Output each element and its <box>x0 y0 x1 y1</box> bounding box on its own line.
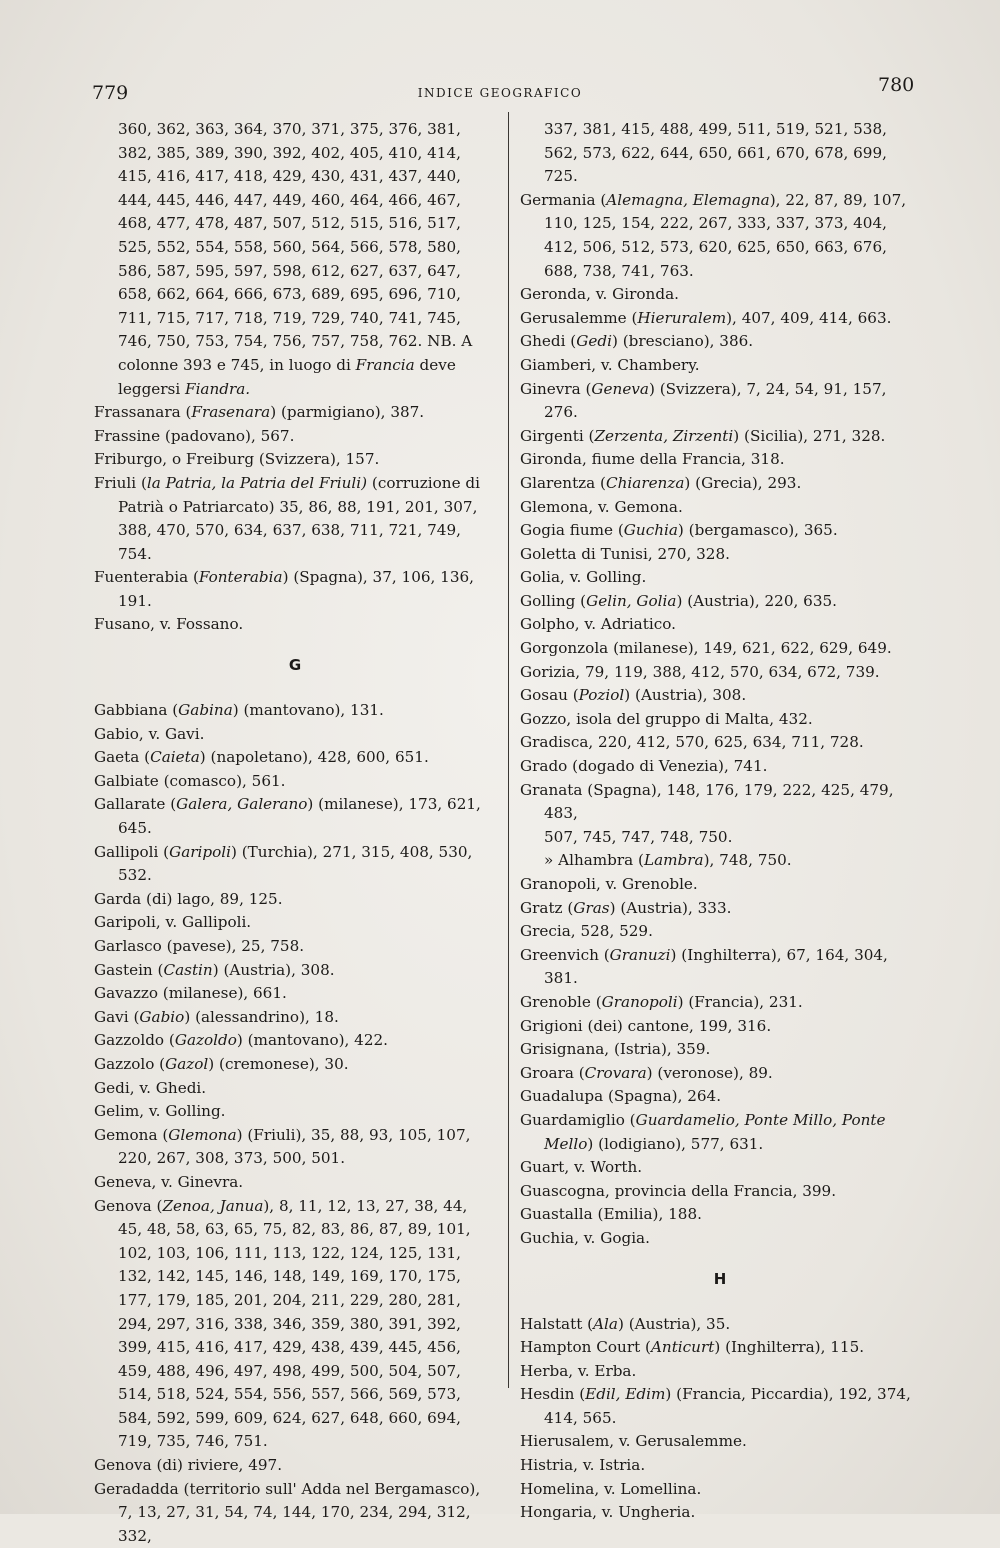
index-entry <box>520 1454 920 1478</box>
index-entry <box>520 1227 920 1251</box>
entry-text: Gedi, v. Ghedi. <box>94 1078 207 1097</box>
entry-text: ) (Inghilterra), 67, 164, 304, 381. <box>544 945 888 988</box>
entry-text: Gastein ( <box>94 960 164 979</box>
entry-text: Homelina, v. Lomellina. <box>520 1479 702 1498</box>
entry-text: Geneva, v. Ginevra. <box>94 1172 244 1191</box>
index-entry <box>94 1053 496 1077</box>
entry-variant-text: Gabio <box>139 1007 185 1026</box>
entry-text: ) (veronose), 89. <box>646 1063 773 1082</box>
index-entry <box>94 1124 496 1171</box>
index-entry-continuation <box>94 118 496 401</box>
entry-text: ) (Austria), 308. <box>624 686 747 705</box>
entry-text: Gozzo, isola del gruppo di Malta, 432. <box>520 709 813 728</box>
entry-text: Garlasco (pavese), 25, 758. <box>94 937 305 955</box>
index-entry <box>520 1383 920 1430</box>
entry-text: ) (bresciano), 386. <box>611 332 754 351</box>
index-entry <box>520 873 920 897</box>
entry-text: Guascogna, provincia della Francia, 399. <box>520 1181 837 1200</box>
entry-text: Hongaria, v. Ungheria. <box>520 1503 696 1522</box>
section-letter <box>94 653 496 677</box>
section-letter <box>520 1267 920 1291</box>
entry-text: ) (Inghilterra), 115. <box>714 1338 865 1357</box>
index-entry <box>94 613 496 637</box>
entry-variant-text: Gras <box>573 898 610 917</box>
entry-text: ) (Austria), 308. <box>212 960 335 979</box>
index-entry <box>520 1501 920 1525</box>
entry-text: Gazzolo ( <box>94 1054 166 1073</box>
entry-text: Genova (di) riviere, 497. <box>94 1456 283 1475</box>
index-entry-continuation <box>520 118 920 189</box>
entry-text: Grecia, 528, 529. <box>520 922 653 941</box>
entry-text: Frassine (padovano), 567. <box>94 426 295 445</box>
entry-variant-text: Gedi <box>576 332 612 351</box>
index-entry <box>520 684 920 708</box>
entry-text: Hampton Court ( <box>520 1338 651 1357</box>
entry-variant-text: Frasenara <box>191 403 271 422</box>
running-title: INDICE GEOGRAFICO <box>417 86 583 100</box>
entry-text: ) (bergamasco), 365. <box>677 521 838 540</box>
entry-text: Garipoli, v. Gallipoli. <box>94 913 252 932</box>
entry-variant-text: Ala <box>593 1314 618 1333</box>
index-entry <box>520 1180 920 1204</box>
entry-text: 507, 745, 747, 748, 750. <box>544 827 733 846</box>
index-entry <box>520 613 920 637</box>
entry-text: ) (Austria), 220, 635. <box>676 591 837 610</box>
index-entry <box>520 189 920 283</box>
entry-text: Glemona, v. Gemona. <box>520 497 683 516</box>
index-entry <box>94 448 496 472</box>
entry-text: Fusano, v. Fossano. <box>94 615 244 634</box>
entry-text: Hierusalem, v. Gerusalemme. <box>520 1432 747 1451</box>
index-entry <box>94 401 496 425</box>
index-entry <box>520 1360 920 1384</box>
entry-text: Geradadda (territorio sull' Adda nel Bergamasco), 7, 13, 27, 31, 54, 74, 144, 170, 234, 294, 312, 332, <box>94 1479 481 1545</box>
entry-text: ) (Austria), 333. <box>609 898 732 917</box>
entry-text: Geronda, v. Gironda. <box>520 285 679 304</box>
column-divider <box>508 112 509 1388</box>
index-entry <box>520 448 920 472</box>
entry-variant-text: Glemona <box>168 1125 237 1144</box>
entry-text: Golpho, v. Adriatico. <box>520 615 676 634</box>
index-entry <box>94 911 496 935</box>
entry-text: Galbiate (comasco), 561. <box>94 771 286 790</box>
entry-variant-text: Edil, Edim <box>585 1385 666 1404</box>
entry-variant-text: Alemagna, Elemagna <box>606 190 770 209</box>
entry-text: ) (mantovano), 422. <box>236 1031 388 1050</box>
index-entry <box>94 472 496 566</box>
entry-text: Gironda, fiume della Francia, 318. <box>520 450 785 469</box>
entry-variant-text: Poziol <box>578 686 625 705</box>
index-entry <box>520 1203 920 1227</box>
entry-text: deve leggersi <box>118 355 456 398</box>
entry-text: Gratz ( <box>520 898 574 917</box>
entry-text: Ginevra ( <box>520 379 592 398</box>
index-entry <box>520 637 920 661</box>
entry-text: Frassanara ( <box>94 403 192 422</box>
index-entry <box>520 991 920 1015</box>
entry-text: Halstatt ( <box>520 1314 594 1333</box>
index-entry <box>520 307 920 331</box>
entry-text: Golia, v. Golling. <box>520 568 647 587</box>
index-entry <box>94 841 496 888</box>
entry-text: ) (mantovano), 131. <box>232 701 384 720</box>
index-entry <box>94 935 496 959</box>
entry-text: ) (Francia), 231. <box>677 992 803 1011</box>
entry-text: Fuenterabia ( <box>94 568 199 587</box>
entry-text: Grado (dogado di Venezia), 741. <box>520 757 768 776</box>
entry-text: Grigioni (dei) cantone, 199, 316. <box>520 1016 772 1035</box>
entry-text: 360, 362, 363, 364, 370, 371, 375, 376, 381, 382, 385, 389, 390, 392, 402, 405, 410, 414, 415, 416, 417, 418, 429, 430, 431, 437, 440, 444, 445, 446, 447, 449, 460, 464, 466, 467, 468, 477, 478, 487, 507, 512, 515, 516, 517, 525, 552, 554, 558, 560, 564, 566, 578, 580, 586, 587, 595, 597, 598, 612, 627, 637, 647, 658, 662, 664, 666, 673, 689, 695, 696, 710, 711, 715, 717, 718, 719, 729, 740, 741, 745, 746, 750, 753, 754, 756, 757, 758, 762. NB. A colonne 393 e 745, in luogo di <box>118 120 473 374</box>
entry-text: Golling ( <box>520 591 587 610</box>
index-entry <box>520 378 920 425</box>
entry-text: Gabio, v. Gavi. <box>94 724 205 743</box>
entry-text: ) (napoletano), 428, 600, 651. <box>199 748 429 767</box>
index-entry <box>520 1156 920 1180</box>
entry-text: Gabbiana ( <box>94 701 179 720</box>
entry-variant-text: Caieta <box>150 748 200 767</box>
entry-text: ) (cremonese), 30. <box>208 1054 349 1073</box>
index-entry <box>94 723 496 747</box>
entry-text: Gogia fiume ( <box>520 521 624 540</box>
entry-text: (corruzione di Patrià o Patriarcato) 35, 86, 88, 191, 201, 307, 388, 470, 570, 634, 637, 638, 711, 721, 749, 754. <box>118 473 480 563</box>
entry-text: Genova ( <box>94 1196 163 1215</box>
entry-variant-text: Chiarenza <box>606 473 685 492</box>
entry-text: Gelim, v. Golling. <box>94 1102 226 1121</box>
index-entry <box>520 330 920 354</box>
entry-text: Gerusalemme ( <box>520 308 638 327</box>
entry-text: Grenoble ( <box>520 992 602 1011</box>
entry-variant-text: Hieruralem <box>637 308 727 327</box>
entry-text: ) (Austria), 35. <box>617 1314 731 1333</box>
entry-text: Gaeta ( <box>94 748 151 767</box>
index-entry <box>520 1062 920 1086</box>
entry-variant-text: Castin <box>163 960 213 979</box>
entry-text: Gallipoli ( <box>94 842 170 861</box>
index-entry <box>520 1038 920 1062</box>
index-entry <box>520 543 920 567</box>
entry-text: ), 407, 409, 414, 663. <box>726 308 892 327</box>
entry-text: » Alhambra ( <box>544 851 644 870</box>
entry-text: Gosau ( <box>520 686 579 705</box>
entry-variant-text: Guchia <box>623 521 678 540</box>
entry-text: ) (parmigiano), 387. <box>270 403 425 422</box>
index-entry <box>520 590 920 614</box>
index-entry <box>94 746 496 770</box>
index-entry <box>520 519 920 543</box>
entry-text: Herba, v. Erba. <box>520 1361 637 1380</box>
entry-variant-text: Gazol <box>165 1054 209 1073</box>
entry-text: ) (milanese), 173, 621, 645. <box>118 795 481 838</box>
index-entry <box>94 982 496 1006</box>
index-entry <box>520 755 920 779</box>
entry-variant-text: Lambra <box>643 851 704 870</box>
entry-variant-text: Galera, Galerano <box>176 795 308 814</box>
entry-text: Guchia, v. Gogia. <box>520 1228 650 1247</box>
index-entry <box>94 888 496 912</box>
entry-variant-text: Fiandra. <box>185 379 251 398</box>
entry-text: ) (Svizzera), 7, 24, 54, 91, 157, 276. <box>544 379 887 422</box>
index-entry <box>94 1171 496 1195</box>
index-entry <box>94 1478 496 1548</box>
index-entry <box>94 566 496 613</box>
index-entry <box>520 1109 920 1156</box>
page-number-left: 779 <box>92 82 129 104</box>
entry-variant-text: Zerzenta, Zirzenti <box>594 426 734 445</box>
index-entry <box>94 1029 496 1053</box>
entry-variant-text: Gelin, Golia <box>586 591 677 610</box>
entry-text: Grisignana, (Istria), 359. <box>520 1040 711 1059</box>
entry-text: Gazzoldo ( <box>94 1031 175 1050</box>
entry-variant-text: Gabina <box>178 701 233 720</box>
index-entry <box>520 826 920 850</box>
entry-text: Guart, v. Worth. <box>520 1158 643 1177</box>
index-entry <box>520 1430 920 1454</box>
entry-variant-text: Granopoli <box>601 992 678 1011</box>
entry-text: Gorizia, 79, 119, 388, 412, 570, 634, 672, 739. <box>520 662 880 681</box>
entry-text: ) (Sicilia), 271, 328. <box>733 426 886 445</box>
entry-text: ) (Friuli), 35, 88, 93, 105, 107, 220, 267, 308, 373, 500, 501. <box>118 1125 471 1168</box>
index-entry <box>520 354 920 378</box>
entry-variant-text: Granuzi <box>609 945 671 964</box>
entry-text: Friburgo, o Freiburg (Svizzera), 157. <box>94 450 380 469</box>
index-entry <box>94 1195 496 1455</box>
entry-text: Greenvich ( <box>520 945 610 964</box>
index-entry <box>94 1077 496 1101</box>
index-entry <box>520 1336 920 1360</box>
index-entry <box>520 849 920 873</box>
entry-text: Friuli ( <box>94 473 147 492</box>
entry-text: Germania ( <box>520 190 607 209</box>
entry-text: Gradisca, 220, 412, 570, 625, 634, 711, 728. <box>520 733 864 752</box>
index-entry <box>94 699 496 723</box>
entry-text: ) (Grecia), 293. <box>684 473 802 492</box>
entry-text: ) (Turchia), 271, 315, 408, 530, 532. <box>118 842 473 885</box>
index-entry <box>520 566 920 590</box>
entry-variant-text: Garipoli <box>169 842 231 861</box>
index-entry <box>94 793 496 840</box>
entry-text: Guadalupa (Spagna), 264. <box>520 1087 722 1106</box>
index-entry <box>94 959 496 983</box>
entry-text: Histria, v. Istria. <box>520 1456 646 1475</box>
entry-text: Guardamiglio ( <box>520 1110 636 1129</box>
entry-text: ) (Spagna), 37, 106, 136, 191. <box>118 568 475 610</box>
index-entry <box>520 425 920 449</box>
entry-text: ), 8, 11, 12, 13, 27, 38, 44, 45, 48, 58, 63, 65, 75, 82, 83, 86, 87, 89, 101, 102, 103, 106, 111, 113, 122, 124, 125, 131, 132, 142, 145, 146, 148, 149, 169, 170, 175, 177, 179, 185, 201, 204, 211, 229, 280, 281, 294, 297, 316, 338, 346, 359, 380, 391, 392, 399, 415, 416, 417, 429, 438, 439, 445, 456, 459, 488, 496, 497, 498, 499, 500, 504, 507, 514, 518, 524, 554, 556, 557, 566, 569, 573, 584, 592, 599, 609, 624, 627, 648, 660, 694, 719, 735, 746, 751. <box>118 1196 471 1451</box>
entry-text: Goletta di Tunisi, 270, 328. <box>520 544 730 563</box>
index-entry <box>94 1100 496 1124</box>
entry-text: ) (lodigiano), 577, 631. <box>587 1134 764 1153</box>
entry-text: Ghedi ( <box>520 332 577 351</box>
entry-text: Giamberi, v. Chambery. <box>520 355 700 374</box>
left-column <box>94 118 496 1548</box>
right-column <box>520 118 920 1525</box>
index-entry <box>520 472 920 496</box>
entry-text: Granopoli, v. Grenoble. <box>520 875 698 893</box>
entry-variant-text: Crovara <box>584 1063 647 1082</box>
index-entry <box>520 1085 920 1109</box>
entry-text: ), 748, 750. <box>703 851 792 870</box>
entry-variant-text: Zenoa, Janua <box>162 1196 264 1215</box>
index-entry <box>520 1313 920 1337</box>
index-entry <box>520 496 920 520</box>
entry-text: Granata (Spagna), 148, 176, 179, 222, 425, 479, 483, <box>520 780 894 823</box>
entry-text: Guastalla (Emilia), 188. <box>520 1205 702 1224</box>
entry-variant-text: Fonterabia <box>198 568 283 587</box>
index-entry <box>520 1478 920 1502</box>
entry-variant-text: Francia <box>355 355 415 374</box>
entry-text: Gavazzo (milanese), 661. <box>94 984 287 1003</box>
entry-text: Garda (di) lago, 89, 125. <box>94 889 283 908</box>
index-entry <box>520 920 920 944</box>
index-entry <box>94 770 496 794</box>
index-entry <box>94 1454 496 1478</box>
entry-text: Gemona ( <box>94 1125 169 1144</box>
entry-text: Girgenti ( <box>520 426 595 445</box>
entry-variant-text: Geneva <box>591 379 649 398</box>
entry-text: ), 22, 87, 89, 107, 110, 125, 154, 222, 267, 333, 337, 373, 404, 412, 506, 512, 573, 620, 625, 650, 663, 676, 688, 738, 741, 763. <box>544 190 907 280</box>
entry-text: Gavi ( <box>94 1007 140 1026</box>
entry-text: 337, 381, 415, 488, 499, 511, 519, 521, 538, 562, 573, 622, 644, 650, 661, 670, 678, 699, 725. <box>544 120 887 186</box>
index-entry <box>94 1006 496 1030</box>
entry-text: Hesdin ( <box>520 1385 586 1404</box>
index-entry <box>94 425 496 449</box>
page-number-right: 780 <box>878 74 915 96</box>
entry-text: H <box>713 1269 727 1288</box>
entry-text: Glarentza ( <box>520 473 606 492</box>
entry-variant-text: Guardamelio, Ponte Millo, Ponte Mello <box>544 1110 886 1153</box>
index-entry <box>520 1015 920 1039</box>
index-entry <box>520 897 920 921</box>
entry-text: ) (alessandrino), 18. <box>184 1007 339 1026</box>
entry-text: Gallarate ( <box>94 795 177 814</box>
entry-text: ) (Francia, Piccardia), 192, 374, 414, 565. <box>544 1385 911 1427</box>
entry-variant-text: la Patria, la Patria del Friuli) <box>146 473 368 492</box>
index-entry <box>520 283 920 307</box>
entry-variant-text: Anticurt <box>650 1338 715 1357</box>
index-entry <box>520 944 920 991</box>
entry-text: Gorgonzola (milanese), 149, 621, 622, 629, 649. <box>520 639 892 658</box>
entry-text: Groara ( <box>520 1063 585 1082</box>
index-entry <box>520 661 920 685</box>
index-entry <box>520 779 920 826</box>
entry-text: G <box>288 656 302 675</box>
entry-variant-text: Gazoldo <box>174 1031 237 1050</box>
index-entry <box>520 731 920 755</box>
index-entry <box>520 708 920 732</box>
